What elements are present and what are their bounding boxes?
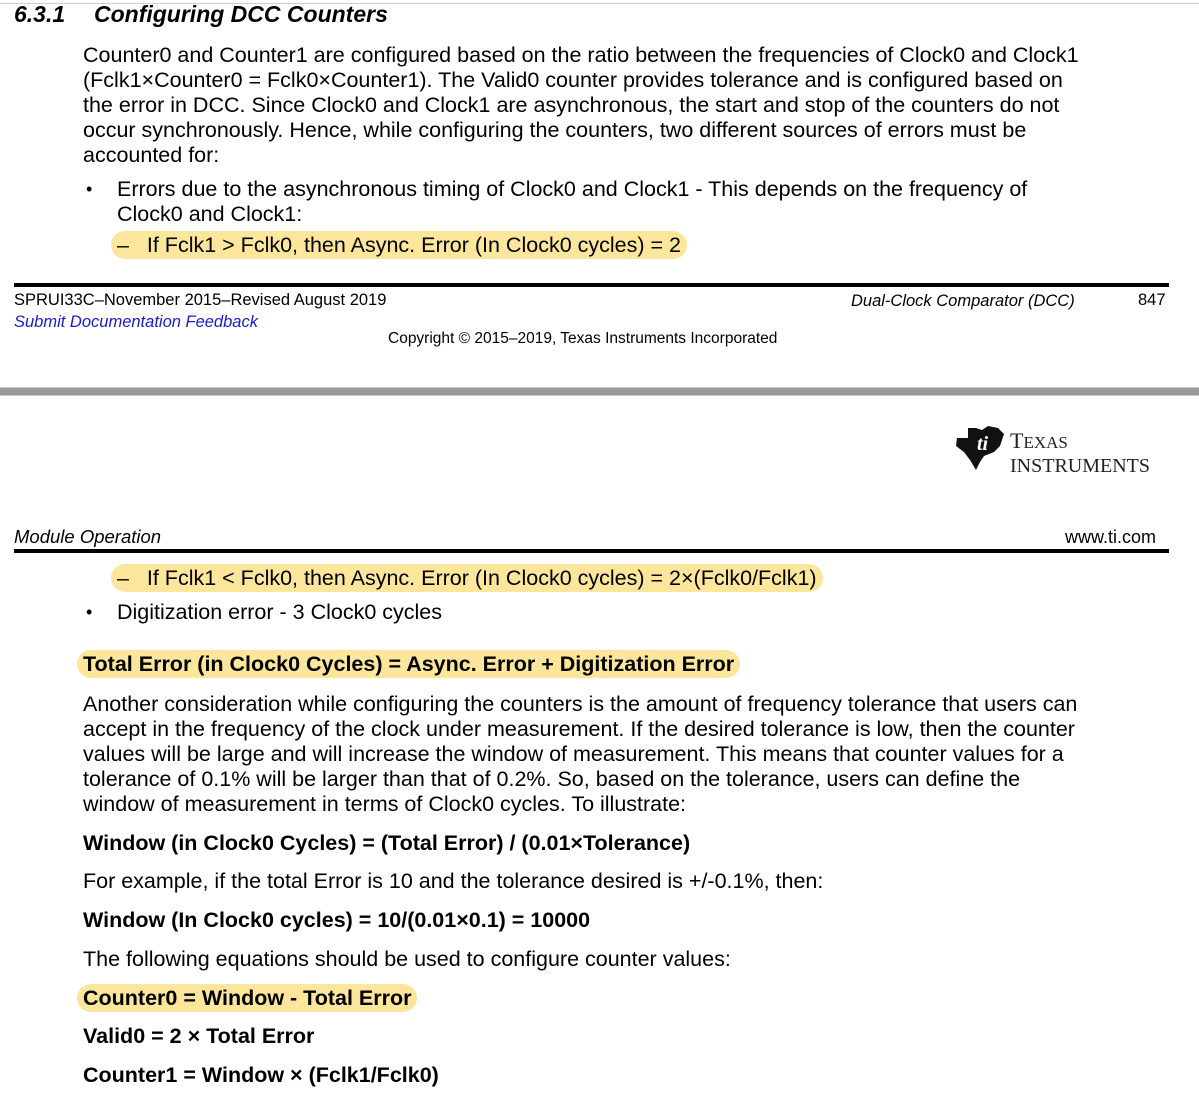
footer-chapter-title: Dual-Clock Comparator (DCC) <box>851 292 1075 310</box>
bullet-marker: • <box>86 602 93 622</box>
counter0-equation <box>83 986 417 1011</box>
highlight: Total Error (in Clock0 Cycles) = Async. Error + Digitization Error <box>77 650 740 678</box>
total-error-equation <box>83 652 740 677</box>
highlight: Counter0 = Window - Total Error <box>77 984 417 1012</box>
text-line: window of measurement in terms of Clock0 cycles. To illustrate: <box>83 792 687 816</box>
header-rule <box>14 549 1169 553</box>
text-line: tolerance of 0.1% will be larger than that of 0.2%. So, based on the tolerance, users can define the <box>83 767 1021 791</box>
dash-marker: – <box>117 233 129 257</box>
text-line: occur synchronously. Hence, while configuring the counters, two different sources of errors must be <box>83 118 1027 142</box>
sub-bullet-text: If Fclk1 < Fclk0, then Async. Error (In Clock0 cycles) = 2×(Fclk0/Fclk1) <box>146 566 817 590</box>
valid0-equation: Valid0 = 2 × Total Error <box>83 1024 315 1048</box>
page-number: 847 <box>1138 291 1166 309</box>
submit-feedback-link[interactable]: Submit Documentation Feedback <box>14 313 258 331</box>
highlight <box>111 231 687 259</box>
sub-bullet-text: If Fclk1 > Fclk0, then Async. Error (In Clock0 cycles) = 2 <box>146 233 681 257</box>
counter1-equation: Counter1 = Window × (Fclk1/Fclk0) <box>83 1063 439 1087</box>
sub-bullet-fclk1-less <box>117 566 823 591</box>
window-example-equation: Window (In Clock0 cycles) = 10/(0.01×0.1) = 10000 <box>83 908 591 932</box>
ti-logo <box>954 424 1169 477</box>
ti-state-icon <box>954 424 1006 474</box>
section-number: 6.3.1 <box>14 1 66 27</box>
example-text: For example, if the total Error is 10 and the tolerance desired is +/-0.1%, then: <box>83 869 824 893</box>
text-line: (Fclk1×Counter0 = Fclk0×Counter1). The Valid0 counter provides tolerance and is configured based on <box>83 68 1063 92</box>
intro-paragraph <box>83 43 1173 168</box>
bullet-item-digitization: Digitization error - 3 Clock0 cycles <box>117 600 442 624</box>
window-equation: Window (in Clock0 Cycles) = (Total Error) / (0.01×Tolerance) <box>83 831 691 855</box>
bullet-marker: • <box>86 179 93 199</box>
logo-line1: EXAS <box>1023 433 1068 452</box>
text-line: Errors due to the asynchronous timing of Clock0 and Clock1 - This depends on the frequency of <box>117 177 1028 201</box>
sub-bullet-fclk1-greater <box>117 233 687 258</box>
section-heading <box>14 1 388 28</box>
bullet-item-async-errors <box>117 177 1117 227</box>
ti-wordmark: TEXAS INSTRUMENTS <box>1010 428 1151 477</box>
text-line: Counter0 and Counter1 are configured based on the ratio between the frequencies of Clock0 and Clock1 <box>83 43 1079 67</box>
section-title: Configuring DCC Counters <box>94 1 388 27</box>
text-line: values will be large and will increase the window of measurement. This means that counter values for a <box>83 742 1064 766</box>
text-line: Clock0 and Clock1: <box>117 202 303 226</box>
text-line: Another consideration while configuring the counters is the amount of frequency tolerance that users can <box>83 692 1078 716</box>
highlight <box>111 564 823 592</box>
text-line: accept in the frequency of the clock under measurement. If the desired tolerance is low, then the counter <box>83 717 1075 741</box>
svg-text:ti: ti <box>977 433 989 455</box>
footer-rule <box>14 283 1169 287</box>
logo-line2: INSTRUMENTS <box>1010 455 1151 477</box>
dash-marker: – <box>117 566 129 590</box>
equations-intro: The following equations should be used to configure counter values: <box>83 947 731 971</box>
running-header-section: Module Operation <box>14 526 162 547</box>
footer-doc-id: SPRUI33C–November 2015–Revised August 2019 <box>14 291 387 309</box>
text-line: the error in DCC. Since Clock0 and Clock1 are asynchronous, the start and stop of the counters do not <box>83 93 1060 117</box>
page-separator <box>0 387 1199 396</box>
copyright-notice: Copyright © 2015–2019, Texas Instruments Incorporated <box>388 330 778 347</box>
website-link[interactable]: www.ti.com <box>1065 527 1157 547</box>
text-line: accounted for: <box>83 143 220 167</box>
tolerance-paragraph <box>83 692 1173 817</box>
